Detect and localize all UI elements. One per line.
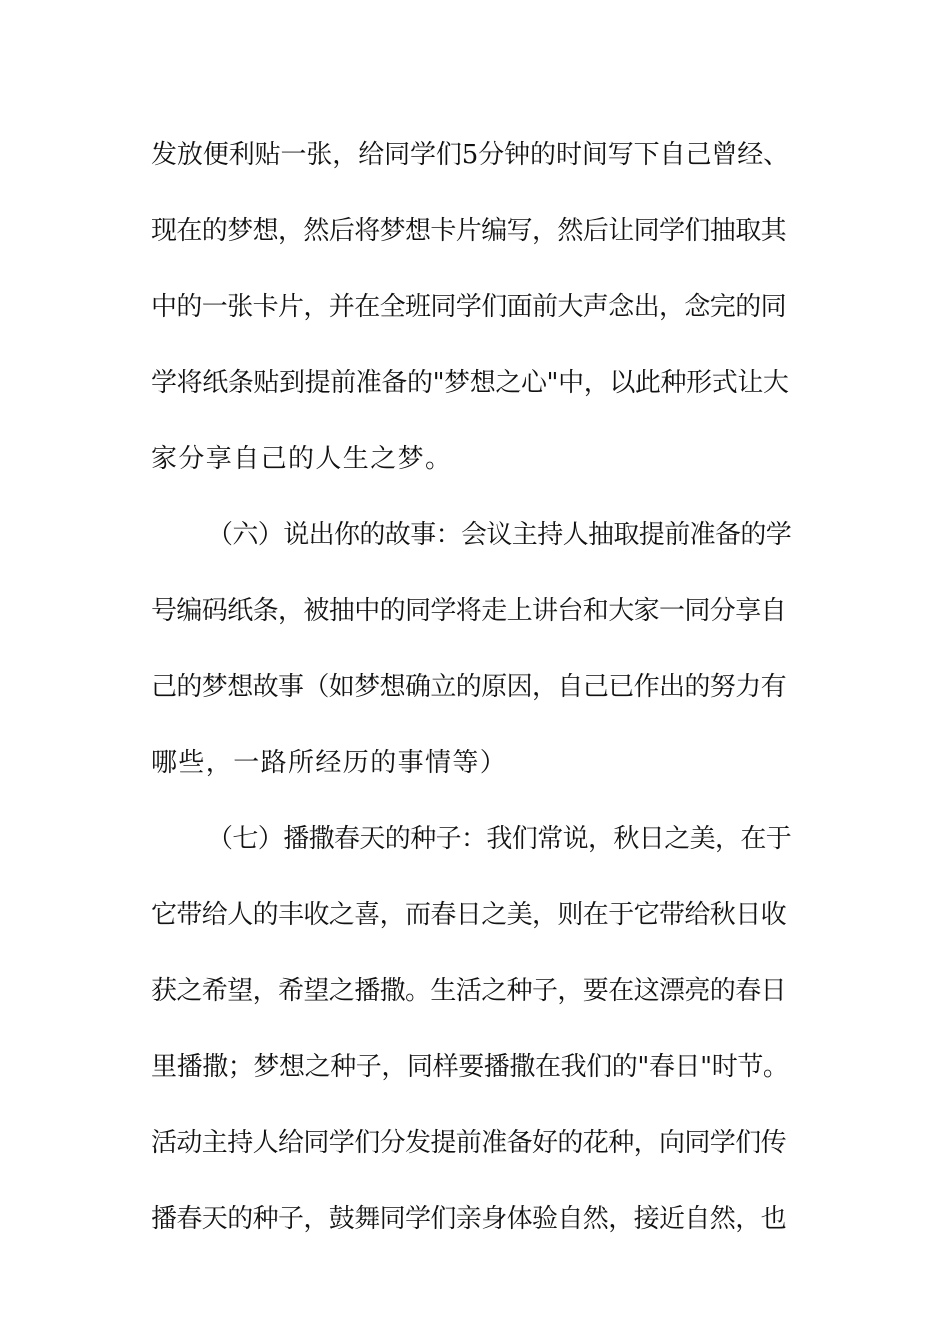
text-line: 己的梦想故事（如梦想确立的原因，自己已作出的努力有 [151, 672, 787, 702]
text-line: 里播撒；梦想之种子，同样要播撒在我们的"春日"时节。 [151, 1052, 789, 1082]
text-line: 获之希望，希望之播撒。生活之种子，要在这漂亮的春日 [151, 976, 787, 1006]
text-line: 播春天的种子，鼓舞同学们亲身体验自然，接近自然，也 [151, 1204, 787, 1234]
text-line: 家分享自己的人生之梦。 [151, 444, 453, 474]
text-line: 现在的梦想，然后将梦想卡片编写，然后让同学们抽取其 [151, 216, 787, 246]
text-line: 活动主持人给同学们分发提前准备好的花种，向同学们传 [151, 1128, 787, 1158]
text-line: 号编码纸条，被抽中的同学将走上讲台和大家一同分享自 [151, 596, 787, 626]
text-line: （七）播撒春天的种子：我们常说，秋日之美，在于 [207, 824, 792, 854]
text-line: 哪些，一路所经历的事情等） [151, 748, 508, 778]
document-body [151, 117, 791, 1257]
text-line: （六）说出你的故事：会议主持人抽取提前准备的学 [207, 520, 792, 550]
text-line: 它带给人的丰收之喜，而春日之美，则在于它带给秋日收 [151, 900, 787, 930]
text-line: 发放便利贴一张，给同学们5分钟的时间写下自己曾经、 [151, 140, 790, 170]
text-line: 中的一张卡片，并在全班同学们面前大声念出，念完的同 [151, 292, 787, 322]
text-line: 学将纸条贴到提前准备的"梦想之心"中，以此种形式让大 [151, 368, 789, 398]
